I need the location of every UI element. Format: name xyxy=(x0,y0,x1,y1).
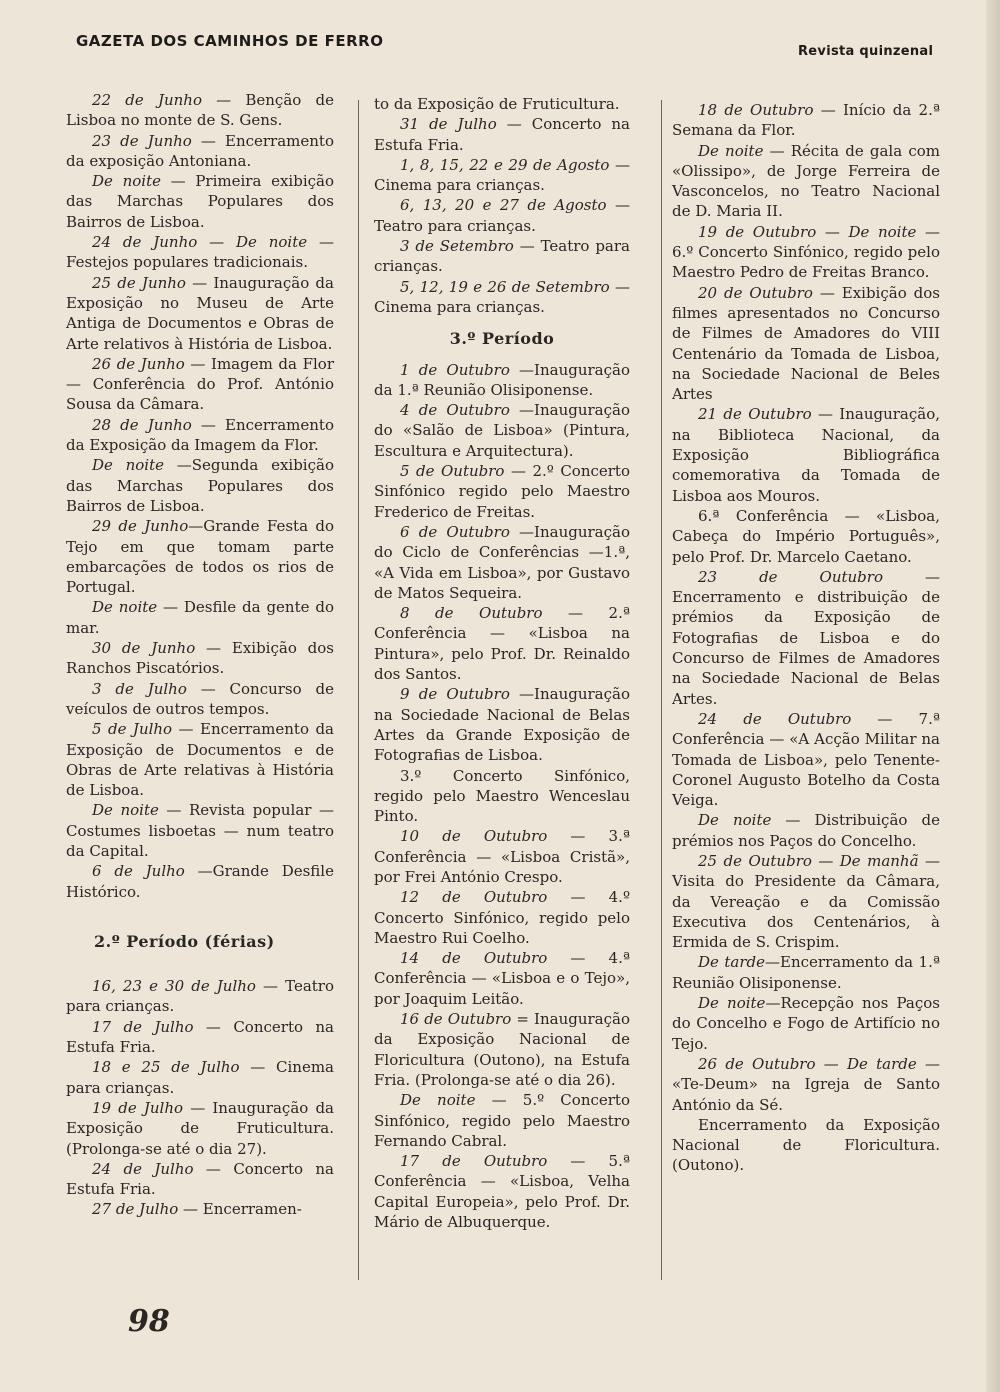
event-date: 8 de Outubro xyxy=(400,604,543,623)
event-entry xyxy=(672,404,940,505)
event-date: 4 de Outubro xyxy=(400,401,510,420)
event-date: 6, 13, 20 e 27 de Agosto xyxy=(400,196,607,215)
event-date: 16, 23 e 30 de Julho xyxy=(92,977,256,996)
event-text: — Benção de Lisboa no monte de S. Gens. xyxy=(66,91,334,130)
page-edge xyxy=(986,0,1000,1392)
event-entry xyxy=(374,360,630,401)
event-date: De noite xyxy=(400,1091,476,1110)
event-date: De noite xyxy=(92,598,158,617)
event-date: 25 de Outubro — De manhã xyxy=(698,851,919,870)
event-text: — Desfile da gente do mar. xyxy=(66,598,334,637)
event-date: 16 de Outubro xyxy=(400,1010,512,1029)
event-entry xyxy=(374,1090,630,1151)
event-entry xyxy=(66,90,334,131)
journal-title: GAZETA DOS CAMINHOS DE FERRO xyxy=(76,32,384,50)
event-date: 23 de Junho xyxy=(92,131,192,150)
event-entry xyxy=(66,976,334,1017)
event-entry xyxy=(374,522,630,603)
event-entry xyxy=(374,195,630,236)
event-date: 9 de Outubro xyxy=(400,685,510,704)
event-entry xyxy=(66,1159,334,1200)
event-date: 1, 8, 15, 22 e 29 de Agosto xyxy=(400,155,610,174)
event-text: — Concerto na Estufa Fria. xyxy=(66,1159,334,1199)
event-date: 6 de Outubro xyxy=(400,522,510,541)
event-text: — 3.ª Conferência — «Lisboa Cristã», por Frei António Crespo. xyxy=(374,827,630,886)
column-middle xyxy=(374,94,630,1232)
event-entry xyxy=(672,100,940,141)
event-text: — Récita de gala com «Olissipo», de Jorge Ferreira de Vasconcelos, no Teatro Nacional de D. Maria II. xyxy=(672,141,940,221)
event-entry xyxy=(672,506,940,567)
event-date: De tarde xyxy=(698,953,766,972)
event-entry xyxy=(672,567,940,709)
event-entry xyxy=(66,638,334,679)
event-text: — Festejos populares tradicionais. xyxy=(66,233,334,272)
event-entry xyxy=(374,887,630,948)
event-date: 17 de Outubro xyxy=(400,1152,548,1171)
event-entry xyxy=(66,1017,334,1058)
event-text: — Exibição dos filmes apresentados no Concurso de Filmes de Amadores do VIII Centenário da Tomada de Lisboa, na Sociedade Nacional de Beles Artes xyxy=(672,283,940,404)
event-text: — Visita do Presidente da Câmara, da Vereação e da Comissão Executiva dos Centenários, à Ermida de S. Crispim. xyxy=(672,851,940,952)
event-entry xyxy=(374,461,630,522)
event-entry xyxy=(374,1151,630,1232)
event-text: — Encerramento e distribuição de prémios da Exposição de Fotografias de Lisboa e do Concurso de Filmes de Amadores na Sociedade Nacional de Belas Artes. xyxy=(672,567,940,708)
event-date: 27 de Julho xyxy=(92,1200,179,1219)
event-text: — Concurso de veículos de outros tempos. xyxy=(66,679,334,718)
event-text: = Inauguração da Exposição Nacional de Floricultura (Outono), na Estufa Fria. (Prolonga-se até o dia 26). xyxy=(374,1010,630,1089)
event-text: — Concerto na Estufa Fria. xyxy=(374,115,631,154)
event-text: — «Te-Deum» na Igreja de Santo António da Sé. xyxy=(672,1054,940,1114)
event-date: 30 de Junho xyxy=(92,639,196,658)
event-entry xyxy=(374,766,630,827)
event-date: 5, 12, 19 e 26 de Setembro xyxy=(400,277,610,296)
event-entry xyxy=(66,679,334,720)
event-text: —Segunda exibição das Marchas Populares dos Bairros de Lisboa. xyxy=(66,456,334,515)
event-text: — Inauguração da Exposição de Fruticultura. (Prolonga-se até o dia 27). xyxy=(66,1098,334,1158)
event-entry xyxy=(66,232,334,273)
event-text: —Recepção nos Paços do Concelho e Fogo de Artifício no Tejo. xyxy=(672,994,940,1053)
event-date: 28 de Junho xyxy=(92,415,192,434)
event-date: De noite xyxy=(698,811,772,830)
event-entry xyxy=(374,277,630,318)
event-entry xyxy=(66,455,334,516)
event-date: 6 de Julho xyxy=(92,862,185,881)
event-text: — Teatro para crianças. xyxy=(374,196,630,235)
event-entry xyxy=(672,283,940,405)
event-text: 6.ª Conferência — «Lisboa, Cabeça do Império Português», pelo Prof. Dr. Marcelo Caetano. xyxy=(672,506,940,566)
event-entry xyxy=(672,952,940,993)
column-right xyxy=(672,100,940,1176)
event-entry xyxy=(66,861,334,902)
event-date: 12 de Outubro xyxy=(400,888,548,907)
event-text: — Imagem da Flor — Conferência do Prof. António Sousa da Câmara. xyxy=(66,354,334,414)
event-entry xyxy=(66,171,334,232)
event-text: — Distribuição de prémios nos Paços do Concelho. xyxy=(672,811,940,850)
event-entry xyxy=(374,400,630,461)
event-entry xyxy=(672,709,940,810)
event-text: — 7.ª Conferência — «A Acção Militar na Tomada de Lisboa», pelo Tenente-Coronel Augusto Botelho da Costa Veiga. xyxy=(672,709,940,810)
event-entry xyxy=(66,131,334,172)
event-entry xyxy=(374,684,630,765)
event-date: De noite xyxy=(698,994,766,1013)
journal-subtitle: Revista quinzenal xyxy=(798,44,934,59)
event-entry xyxy=(672,851,940,952)
event-text: — Exibição dos Ranchos Piscatórios. xyxy=(66,639,334,678)
event-text: — Teatro para crianças. xyxy=(374,237,630,276)
event-text: — Cinema para crianças. xyxy=(374,277,630,316)
event-entry xyxy=(374,948,630,1009)
event-entry xyxy=(374,236,630,277)
event-entry xyxy=(66,1057,334,1098)
event-entry xyxy=(672,222,940,283)
event-text: —Grande Desfile Histórico. xyxy=(66,862,334,901)
event-text: 3.º Concerto Sinfónico, regido pelo Maestro Wenceslau Pinto. xyxy=(374,766,630,826)
event-text: — 2.ª Conferência — «Lisboa na Pintura», pelo Prof. Dr. Reinaldo dos Santos. xyxy=(374,604,630,684)
event-entry xyxy=(672,1054,940,1115)
event-text: — Encerramento da exposição Antoniana. xyxy=(66,131,334,170)
event-entry xyxy=(66,354,334,415)
event-entry xyxy=(374,114,630,155)
event-entry xyxy=(66,516,334,597)
event-date: 17 de Julho xyxy=(92,1017,194,1036)
event-text: —Inauguração do «Salão de Lisboa» (Pintura, Escultura e Arquitectura). xyxy=(374,401,630,460)
event-text: —Encerramento da 1.ª Reunião Olisiponense. xyxy=(672,953,941,992)
event-text: — 4.º Concerto Sinfónico, regido pelo Maestro Rui Coelho. xyxy=(374,888,630,947)
event-text: — 5.ª Conferência — «Lisboa, Velha Capital Europeia», pelo Prof. Dr. Mário de Albuquerque. xyxy=(374,1152,630,1232)
event-text: — 4.ª Conferência — «Lisboa e o Tejo», por Joaquim Leitão. xyxy=(374,949,630,1008)
column-divider xyxy=(358,100,359,1280)
event-text: — Primeira exibição das Marchas Populares dos Bairros de Lisboa. xyxy=(66,172,334,231)
event-text: — Cinema para crianças. xyxy=(66,1058,334,1097)
event-date: De noite xyxy=(92,172,161,191)
event-entry xyxy=(66,800,334,861)
event-text: — 2.º Concerto Sinfónico regido pelo Maestro Frederico de Freitas. xyxy=(374,462,630,521)
event-date: 20 de Outubro xyxy=(698,283,813,302)
event-date: 31 de Julho xyxy=(400,115,497,134)
event-date: 21 de Outubro xyxy=(698,405,812,424)
event-text: —Inauguração do Ciclo de Conferências —1.ª, «A Vida em Lisboa», por Gustavo de Matos Sequeira. xyxy=(374,522,630,602)
event-text: — Encerramento da Exposição da Imagem da Flor. xyxy=(66,415,334,455)
event-text: — 5.º Concerto Sinfónico, regido pelo Maestro Fernando Cabral. xyxy=(374,1091,630,1150)
event-date: De noite xyxy=(92,456,165,475)
event-entry xyxy=(672,141,940,222)
event-date: 10 de Outubro xyxy=(400,827,548,846)
event-entry xyxy=(66,597,334,638)
event-text: —Inauguração na Sociedade Nacional de Belas Artes da Grande Exposição de Fotografias de Lisboa. xyxy=(374,685,630,765)
event-entry xyxy=(672,993,940,1054)
event-text: — 6.º Concerto Sinfónico, regido pelo Maestro Pedro de Freitas Branco. xyxy=(672,222,940,282)
event-text: — Início da 2.ª Semana da Flor. xyxy=(672,101,940,140)
event-entry xyxy=(374,826,630,887)
event-text: to da Exposição de Fruticultura. xyxy=(374,95,620,113)
event-entry xyxy=(374,94,630,114)
column-divider xyxy=(661,100,662,1280)
event-date: 18 e 25 de Julho xyxy=(92,1058,240,1077)
event-date: 24 de Julho xyxy=(92,1159,194,1178)
event-entry xyxy=(66,415,334,456)
column-left xyxy=(66,90,334,1220)
event-entry xyxy=(672,810,940,851)
event-date: 19 de Outubro — De noite xyxy=(698,222,917,241)
event-date: 19 de Julho xyxy=(92,1098,184,1117)
event-date: De noite xyxy=(698,141,764,160)
event-text: — Inauguração, na Biblioteca Nacional, da Exposição Bibliográfica comemorativa da Tomada de Lisboa aos Mouros. xyxy=(672,405,940,505)
event-entry xyxy=(66,273,334,354)
event-entry xyxy=(66,719,334,800)
event-text: — Teatro para crianças. xyxy=(66,977,334,1016)
event-date: 25 de Junho xyxy=(92,273,186,292)
event-date: 5 de Julho xyxy=(92,720,173,739)
event-date: 3 de Julho xyxy=(92,679,187,698)
event-date: 24 de Junho — De noite xyxy=(92,233,308,252)
event-date: 24 de Outubro xyxy=(698,709,852,728)
section-heading-period-2: 2.º Período (férias) xyxy=(94,931,275,951)
event-date: 18 de Outubro xyxy=(698,101,814,119)
event-date: 22 de Junho xyxy=(92,91,202,109)
event-date: 5 de Outubro xyxy=(400,462,505,481)
event-text: — Concerto na Estufa Fria. xyxy=(66,1017,334,1057)
event-date: 29 de Junho xyxy=(92,517,189,536)
event-date: 1 de Outubro xyxy=(400,360,510,379)
event-entry xyxy=(672,1115,940,1176)
event-date: De noite xyxy=(92,801,159,820)
event-entry xyxy=(374,1009,630,1090)
event-text: — Encerramento da Exposição de Documentos e de Obras de Arte relativas à História de Lisboa. xyxy=(66,720,334,800)
event-entry xyxy=(374,155,630,196)
page-number: 98 xyxy=(128,1304,170,1339)
event-date: 14 de Outubro xyxy=(400,949,548,968)
event-entry xyxy=(374,603,630,684)
event-text: — Cinema para crianças. xyxy=(374,155,630,195)
event-text: — Encerramen- xyxy=(178,1200,302,1219)
event-entry xyxy=(66,1098,334,1159)
event-date: 26 de Outubro — De tarde xyxy=(698,1054,917,1073)
event-date: 26 de Junho xyxy=(92,354,185,373)
event-date: 23 de Outubro xyxy=(698,567,883,586)
section-heading-period-3: 3.º Período xyxy=(449,329,555,349)
event-text: — Revista popular — Costumes lisboetas — num teatro da Capital. xyxy=(66,801,334,860)
event-text: —Grande Festa do Tejo em que tomam parte embarcações de todos os rios de Portugal. xyxy=(66,517,334,597)
event-text: Encerramento da Exposição Nacional de Floricultura. (Outono). xyxy=(672,1115,940,1175)
event-date: 3 de Setembro xyxy=(400,237,514,256)
event-entry xyxy=(66,1199,334,1219)
event-text: —Inauguração da 1.ª Reunião Olisiponense. xyxy=(374,360,630,399)
event-text: — Inauguração da Exposição no Museu de Arte Antiga de Documentos e Obras de Arte relativos à História de Lisboa. xyxy=(66,273,334,353)
